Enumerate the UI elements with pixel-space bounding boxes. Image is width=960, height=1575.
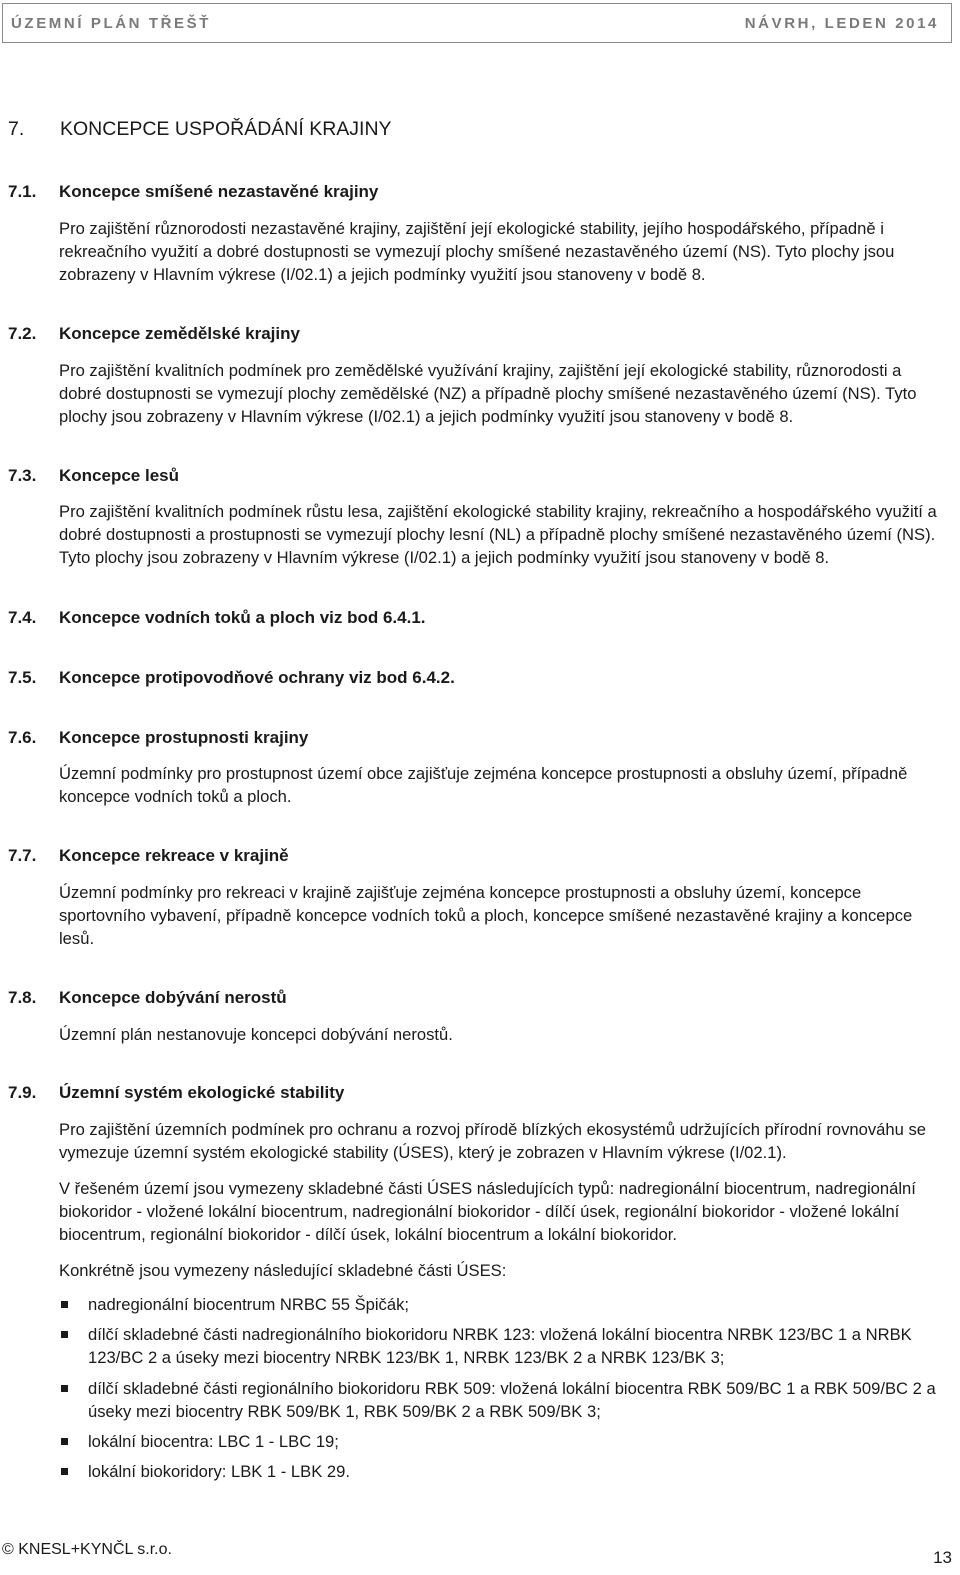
bullet-square-icon — [61, 1331, 68, 1338]
section-number: 7.9. — [8, 1083, 37, 1102]
section-title: Koncepce vodních toků a ploch viz bod 6.4.1. — [59, 608, 426, 627]
section-heading-7-3 — [8, 466, 179, 486]
section-heading-7-1 — [8, 182, 378, 202]
section-heading-7-5 — [8, 668, 455, 688]
section-number: 7.8. — [8, 988, 37, 1007]
section-paragraph: Územní podmínky pro rekreaci v krajině zajišťuje zejména koncepce prostupnosti a obsluhy území, koncepce sportovního vybavení, případně koncepce vodních toků a ploch, koncepce smíšené nezastavěné krajiny a koncepce lesů. — [59, 883, 913, 949]
footer-copyright: © KNESL+KYNČL s.r.o. — [2, 1541, 172, 1558]
section-number: 7.4. — [8, 608, 37, 627]
section-title: Koncepce rekreace v krajině — [59, 846, 289, 865]
section-heading-7-8 — [8, 988, 287, 1008]
section-paragraph: Pro zajištění různorodosti nezastavěné krajiny, zajištění její ekologické stability, jejího hospodářského, případně i rekreačního využití a dobré dostupnosti se vymezují plochy smíšené nezastavěného území (NS). Tyto plochy jsou zobrazeny v Hlavním výkrese (I/02.1) a jejich podmínky využití jsou stanoveny v bodě 8. — [59, 219, 895, 285]
section-title: Koncepce zemědělské krajiny — [59, 324, 300, 343]
section-heading-7-6 — [8, 728, 308, 748]
section-paragraph: Pro zajištění kvalitních podmínek růstu lesa, zajištění ekologické stability krajiny, rekreačního a hospodářského využití a dobré dostupnosti a prostupnosti se vymezují plochy lesní (NL) a případně plochy smíšené nezastavěného území (NS). Tyto plochy jsou zobrazeny v Hlavním výkrese (I/02.1) a jejich podmínky využití jsou stanoveny v bodě 8. — [59, 502, 937, 568]
list-item-text: nadregionální biocentrum NRBC 55 Špičák; — [88, 1295, 409, 1314]
list-item — [59, 1460, 939, 1483]
bullet-square-icon — [61, 1468, 68, 1475]
section-number: 7.5. — [8, 668, 37, 687]
section-title: Územní systém ekologické stability — [59, 1083, 345, 1102]
section-number: 7.6. — [8, 728, 37, 747]
bullet-square-icon — [61, 1385, 68, 1392]
chapter-number: 7. — [8, 118, 25, 140]
list-item-text: lokální biokoridory: LBK 1 - LBK 29. — [88, 1462, 350, 1482]
section-number: 7.1. — [8, 182, 37, 201]
list-item-text: lokální biocentra: LBC 1 - LBC 19; — [88, 1432, 339, 1452]
page-number: 13 — [933, 1548, 952, 1567]
section-heading-7-7 — [8, 846, 289, 866]
section-paragraph: Pro zajištění kvalitních podmínek pro zemědělské využívání krajiny, zajištění její ekologické stability, různorodosti a dobré dostupnosti se vymezují plochy zemědělské (NZ) a případně plochy smíšené nezastavěného území (NS). Tyto plochy jsou zobrazeny v Hlavním výkrese (I/02.1) a jejich podmínky využití jsou stanoveny v bodě 8. — [59, 361, 917, 427]
header-document-version: NÁVRH, LEDEN 2014 — [744, 14, 939, 32]
bullet-square-icon — [61, 1438, 68, 1445]
section-paragraph: Pro zajištění územních podmínek pro ochranu a rozvoj přírodě blízkých ekosystémů udržujících přírodní rovnováhu se vymezuje územní systém ekologické stability (ÚSES), který je zobrazen v Hlavním výkrese (I/02.1). — [59, 1120, 926, 1163]
section-paragraph: Konkrétně jsou vymezeny následující skladebné části ÚSES: — [59, 1261, 507, 1280]
list-item — [59, 1293, 939, 1316]
section-number: 7.7. — [8, 846, 37, 865]
list-item — [59, 1430, 939, 1453]
page-header — [2, 3, 952, 43]
section-number: 7.2. — [8, 324, 37, 343]
section-number: 7.3. — [8, 466, 37, 485]
bullet-square-icon — [61, 1301, 68, 1308]
header-document-title: ÚZEMNÍ PLÁN TŘEŠŤ — [11, 14, 212, 32]
chapter-title: KONCEPCE USPOŘÁDÁNÍ KRAJINY — [60, 118, 392, 140]
list-item — [59, 1377, 939, 1423]
section-paragraph: V řešeném území jsou vymezeny skladebné části ÚSES následujících typů: nadregionální biocentrum, nadregionální biokoridor - vložené lokální biocentrum, nadregionální biokoridor - dílčí úsek, regionální biokoridor - vložené lokální biocentrum, regionální biokoridor - dílčí úsek, lokální biocentrum a lokální biokoridor. — [59, 1179, 916, 1245]
chapter-heading — [8, 118, 392, 141]
section-paragraph: Územní podmínky pro prostupnost území obce zajišťuje zejména koncepce prostupnosti a obsluhy území, případně koncepce vodních toků a ploch. — [59, 764, 908, 807]
list-item-text: dílčí skladebné části nadregionálního biokoridoru NRBK 123: vložená lokální biocentra NRBK 123/BC 1 a NRBK 123/BC 2 a úseky mezi biocentry NRBK 123/BK 1, NRBK 123/BK 2 a NRBK 123/BK 3; — [88, 1325, 912, 1368]
section-heading-7-4 — [8, 608, 426, 628]
list-item — [59, 1323, 939, 1369]
uses-components-list — [59, 1293, 939, 1490]
section-paragraph: Územní plán nestanovuje koncepci dobývání nerostů. — [59, 1025, 453, 1044]
section-title: Koncepce dobývání nerostů — [59, 988, 287, 1007]
section-title: Koncepce smíšené nezastavěné krajiny — [59, 182, 379, 201]
section-title: Koncepce protipovodňové ochrany viz bod 6.4.2. — [59, 668, 455, 687]
section-title: Koncepce prostupnosti krajiny — [59, 728, 309, 747]
section-heading-7-2 — [8, 324, 300, 344]
section-heading-7-9 — [8, 1083, 344, 1103]
list-item-text: dílčí skladebné části regionálního biokoridoru RBK 509: vložená lokální biocentra RBK 509/BC 1 a RBK 509/BC 2 a úseky mezi biocentry RBK 509/BK 1, RBK 509/BK 2 a RBK 509/BK 3; — [88, 1378, 936, 1421]
section-title: Koncepce lesů — [59, 466, 179, 485]
